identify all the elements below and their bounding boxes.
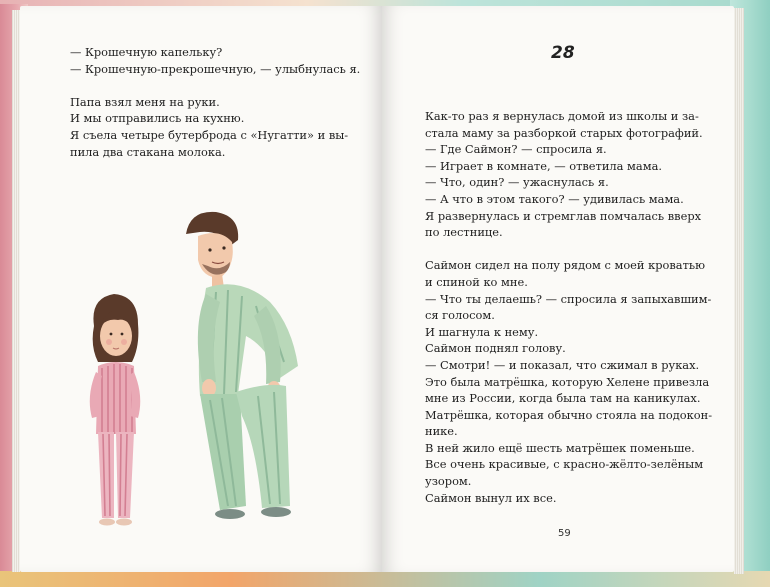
left-page-edges [12, 10, 20, 572]
text-line: узором. [425, 474, 472, 489]
text-line: — А что в этом такого? — удивилась мама. [425, 191, 684, 206]
text-line: — Играет в комнате, — ответила мама. [425, 158, 662, 173]
book-cover-bottom-edge [0, 571, 770, 587]
text-line: — Что, один? — ужаснулась я. [425, 175, 609, 190]
text-line: — Крошечную капельку? [70, 45, 223, 59]
text-line: — Где Саймон? — спросила я. [425, 142, 607, 157]
left-page-text [70, 44, 360, 160]
text-line: ся голосом. [425, 308, 495, 323]
text-line: Матрёшка, которая обычно стояла на подокон- [425, 407, 713, 422]
text-line: Саймон поднял голову. [425, 341, 566, 356]
text-line: И шагнула к нему. [425, 324, 539, 339]
page-number: 59 [558, 528, 571, 539]
text-line: Я съела четыре бутерброда с «Нугатти» и вы- [70, 127, 349, 142]
text-line: Папа взял меня на руки. [70, 94, 220, 109]
text-line: мне из России, когда была там на каникулах. [425, 391, 701, 406]
text-line: И мы отправились на кухню. [70, 111, 245, 126]
text-line: и спиной ко мне. [425, 274, 528, 289]
text-line: В ней жило ещё шесть матрёшек поменьше. [425, 440, 695, 455]
right-page-edges [734, 8, 744, 574]
text-line: стала маму за разборкой старых фотографий. [425, 125, 703, 140]
text-line: Как-то раз я вернулась домой из школы и за- [425, 109, 699, 123]
text-line: Я развернулась и стремглав помчалась вверх [425, 208, 702, 223]
text-line: по лестнице. [425, 225, 503, 240]
father-and-daughter-illustration [70, 206, 350, 536]
text-line: Саймон сидел на полу рядом с моей кроватью [425, 258, 706, 273]
text-line: Это была матрёшка, которую Хелене привезла [425, 374, 710, 389]
text-line: — Крошечную-прекрошечную, — улыбнулась я. [70, 61, 361, 76]
right-page-text [425, 108, 712, 506]
text-line: пила два стакана молока. [70, 144, 226, 159]
text-line: Все очень красивые, с красно-жёлто-зелёным [425, 457, 704, 472]
text-line: — Что ты делаешь? — спросила я запыхавшим- [425, 291, 712, 306]
text-line: Саймон вынул их все. [425, 490, 557, 505]
girl-figure [90, 294, 141, 526]
text-line: нике. [425, 424, 458, 439]
chapter-number: 28 [551, 43, 575, 63]
father-figure [186, 212, 298, 519]
text-line: — Смотри! — и показал, что сжимал в руках. [425, 357, 700, 372]
